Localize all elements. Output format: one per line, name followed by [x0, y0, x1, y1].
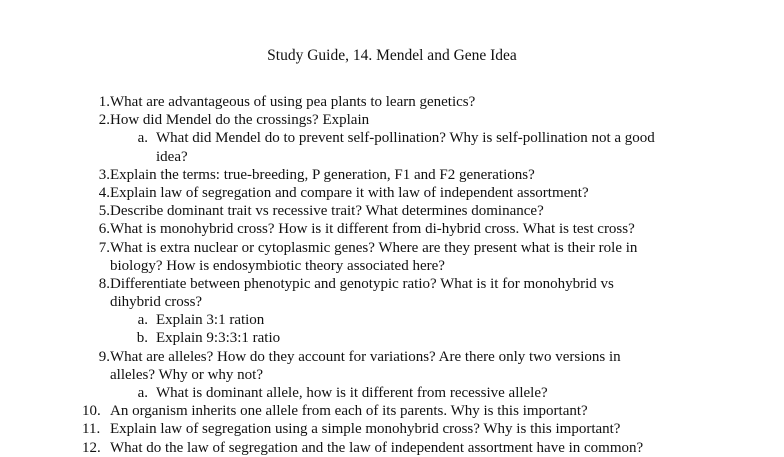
item-number: 3. — [98, 166, 110, 183]
sub-item-2-a — [0, 129, 784, 147]
item-text: Explain law of segregation and compare it with law of independent assortment? — [110, 184, 589, 201]
question-list — [0, 93, 784, 457]
item-text: How did Mendel do the crossings? Explain — [110, 112, 370, 129]
item-text: Explain the terms: true-breeding, P generation, F1 and F2 generations? — [110, 166, 535, 183]
document-title: Study Guide, 14. Mendel and Gene Idea — [267, 47, 517, 64]
list-item-11 — [0, 420, 784, 438]
item-number: 5. — [98, 203, 110, 220]
item-text: Describe dominant trait vs recessive trait? What determines dominance? — [110, 203, 544, 220]
item-text: alleles? Why or why not? — [110, 366, 264, 383]
list-item-12 — [0, 439, 784, 457]
item-number: 9. — [98, 348, 110, 365]
item-number: 6. — [98, 221, 110, 238]
item-number: 12. — [82, 439, 101, 456]
sub-item-text: Explain 3:1 ration — [156, 312, 265, 329]
sub-item-text: What did Mendel do to prevent self-pollination? Why is self-pollination not a good — [156, 130, 655, 147]
list-item-9 — [0, 366, 784, 384]
list-item-3 — [0, 166, 784, 184]
list-item-10 — [0, 402, 784, 420]
sub-item-text: Explain 9:3:3:1 ratio — [156, 330, 281, 347]
sub-item-number: b. — [136, 330, 148, 347]
item-text: What are alleles? How do they account for variations? Are there only two versions in — [110, 348, 621, 365]
sub-item-8-a — [0, 311, 784, 329]
list-item-4 — [0, 184, 784, 202]
list-item-7 — [0, 239, 784, 257]
item-text: Differentiate between phenotypic and genotypic ratio? What is it for monohybrid vs — [110, 275, 614, 292]
sub-item-number: a. — [137, 385, 148, 401]
sub-item-text: What is dominant allele, how is it different from recessive allele? — [156, 385, 548, 401]
item-text: What do the law of segregation and the law of independent assortment have in common? — [110, 439, 644, 456]
list-item-8 — [0, 293, 784, 311]
item-text: Explain law of segregation using a simple monohybrid cross? Why is this important? — [110, 421, 621, 438]
list-item-7 — [0, 257, 784, 275]
item-text: What is monohybrid cross? How is it different from di-hybrid cross. What is test cross? — [110, 221, 635, 238]
item-number: 7. — [98, 239, 110, 256]
sub-item-text: idea? — [156, 148, 188, 165]
list-item-5 — [0, 202, 784, 220]
item-number: 11. — [82, 421, 101, 438]
sub-item-2-a — [0, 148, 784, 166]
item-text: biology? How is endosymbiotic theory associated here? — [110, 257, 445, 274]
item-text: dihybrid cross? — [110, 294, 203, 311]
list-item-8 — [0, 275, 784, 293]
list-item-2 — [0, 111, 784, 129]
sub-item-9-a — [0, 384, 784, 402]
sub-item-number: a. — [137, 130, 148, 147]
item-number: 2. — [98, 112, 110, 129]
item-number: 8. — [98, 275, 110, 292]
item-number: 10. — [82, 403, 101, 420]
item-text: What are advantageous of using pea plants to learn genetics? — [110, 94, 476, 110]
item-text: An organism inherits one allele from each of its parents. Why is this important? — [110, 403, 588, 420]
item-number: 1. — [98, 94, 110, 110]
list-item-1 — [0, 93, 784, 111]
list-item-6 — [0, 220, 784, 238]
item-number: 4. — [98, 184, 110, 201]
item-text: What is extra nuclear or cytoplasmic genes? Where are they present what is their role in — [110, 239, 638, 256]
sub-item-number: a. — [137, 312, 148, 329]
sub-item-8-b — [0, 329, 784, 347]
list-item-9 — [0, 348, 784, 366]
